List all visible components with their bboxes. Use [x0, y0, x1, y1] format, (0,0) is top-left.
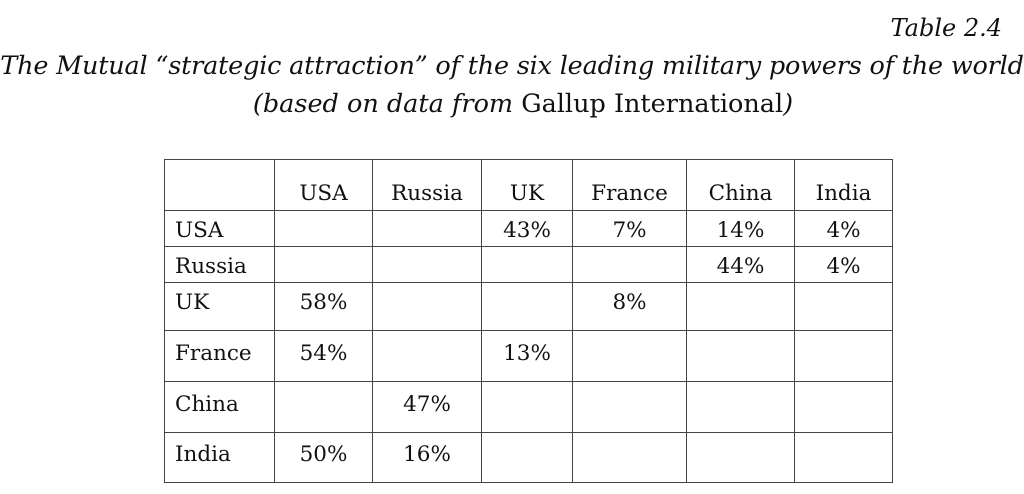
table-cell — [795, 283, 893, 331]
row-label-france: France — [165, 331, 275, 382]
row-label-usa: USA — [165, 211, 275, 247]
subtitle-suffix: ) — [783, 89, 794, 119]
table-cell — [687, 382, 795, 433]
table-cell: 58% — [275, 283, 373, 331]
table-cell: 50% — [275, 433, 373, 483]
table-cell — [373, 283, 482, 331]
table-cell: 43% — [482, 211, 573, 247]
table-cell — [795, 382, 893, 433]
table-cell — [573, 433, 687, 483]
table-number: Table 2.4 — [890, 14, 1002, 42]
table-cell: 8% — [573, 283, 687, 331]
row-label-india: India — [165, 433, 275, 483]
table-cell: 4% — [795, 211, 893, 247]
row-label-uk: UK — [165, 283, 275, 331]
table-cell — [482, 283, 573, 331]
table-cell — [573, 247, 687, 283]
table-cell: 14% — [687, 211, 795, 247]
table-subtitle — [0, 89, 1024, 119]
table-cell — [687, 331, 795, 382]
table-row-china — [165, 382, 893, 433]
column-header-russia: Russia — [373, 160, 482, 211]
column-header-china: China — [687, 160, 795, 211]
table-cell — [573, 331, 687, 382]
table-cell: 47% — [373, 382, 482, 433]
attraction-table — [164, 159, 893, 483]
table-row-france — [165, 331, 893, 382]
column-header-usa: USA — [275, 160, 373, 211]
table-header-row — [165, 160, 893, 211]
table-row-india — [165, 433, 893, 483]
table-cell — [482, 247, 573, 283]
table-cell — [573, 382, 687, 433]
table-cell: 13% — [482, 331, 573, 382]
table-cell — [795, 433, 893, 483]
subtitle-source: Gallup International — [521, 89, 784, 119]
table-cell: 4% — [795, 247, 893, 283]
table-cell — [275, 382, 373, 433]
table-cell: 16% — [373, 433, 482, 483]
column-header-india: India — [795, 160, 893, 211]
table-row-usa — [165, 211, 893, 247]
subtitle-prefix: (based on data from — [252, 89, 522, 119]
table-cell — [373, 247, 482, 283]
table-cell — [482, 382, 573, 433]
table-cell: 44% — [687, 247, 795, 283]
table-row-uk — [165, 283, 893, 331]
table-cell — [373, 331, 482, 382]
table-cell — [275, 211, 373, 247]
row-label-china: China — [165, 382, 275, 433]
row-label-russia: Russia — [165, 247, 275, 283]
table-cell — [482, 433, 573, 483]
table-row-russia — [165, 247, 893, 283]
table-title: The Mutual “strategic attraction” of the six leading military powers of the world — [0, 51, 1024, 81]
table-cell — [687, 283, 795, 331]
table-cell: 7% — [573, 211, 687, 247]
table-cell: 54% — [275, 331, 373, 382]
column-header-uk: UK — [482, 160, 573, 211]
table-cell — [275, 247, 373, 283]
table-cell — [373, 211, 482, 247]
header-corner-cell — [165, 160, 275, 211]
table-cell — [687, 433, 795, 483]
column-header-france: France — [573, 160, 687, 211]
table-cell — [795, 331, 893, 382]
